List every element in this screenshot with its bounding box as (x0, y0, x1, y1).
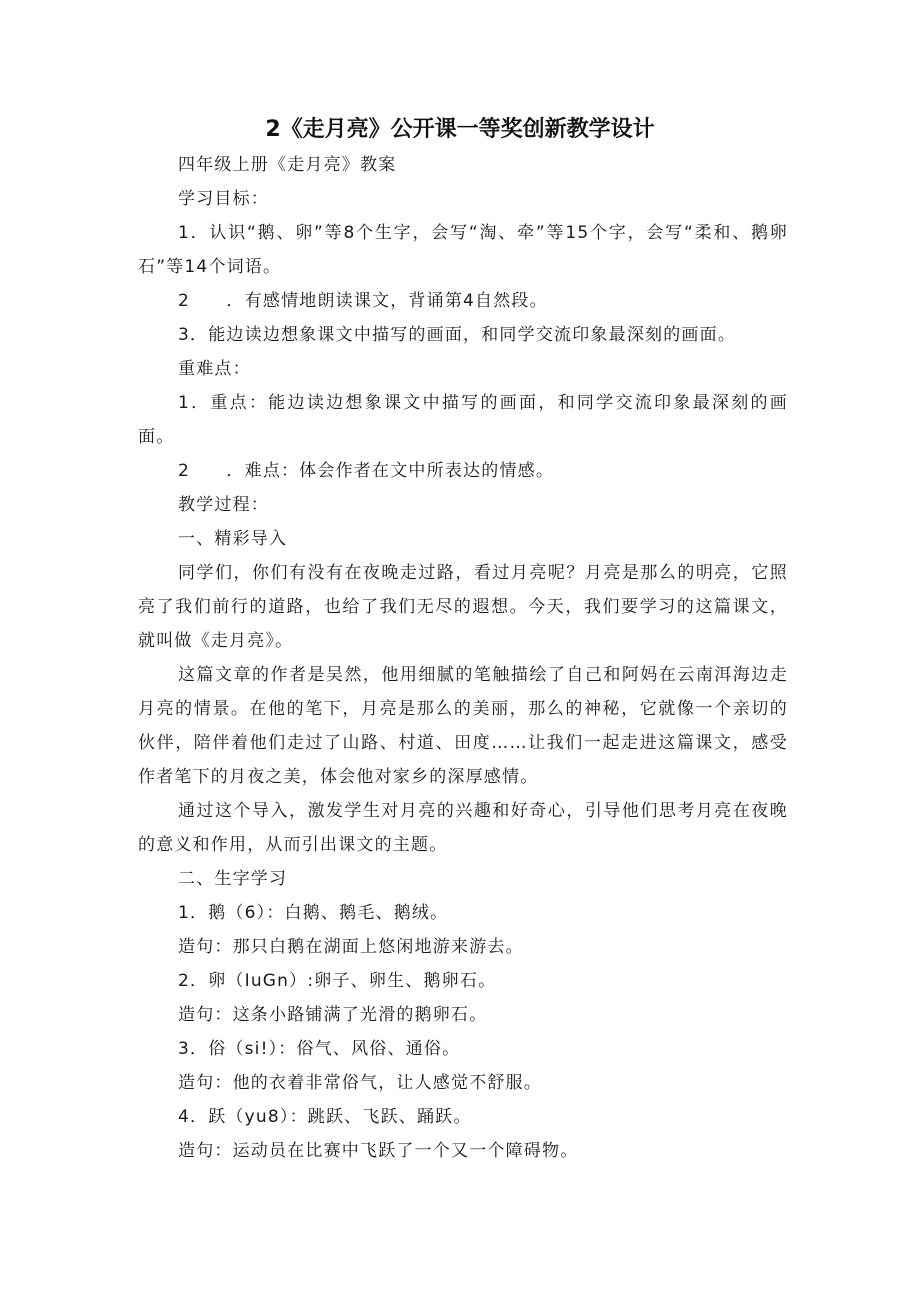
paragraph-process-label: 教学过程： (178, 495, 269, 515)
document-title: 2《走月亮》公开课一等奖创新教学设计 (265, 117, 655, 142)
document-body (138, 148, 788, 1168)
paragraph-section-intro-heading: 一、精彩导入 (178, 529, 288, 549)
paragraph-goal-3: 3．能边读边想象课文中描写的画面，和同学交流印象最深刻的画面。 (178, 325, 737, 345)
paragraph-key-points-label: 重难点： (178, 359, 251, 379)
paragraph-char-2: 2．卵（IuGn）:卵子、卵生、鹅卵石。 (178, 971, 497, 991)
paragraph-section-characters-heading: 二、生字学习 (178, 869, 288, 889)
paragraph-sentence-2: 造句：这条小路铺满了光滑的鹅卵石。 (178, 1005, 488, 1025)
paragraph-sentence-4: 造句：运动员在比赛中飞跃了一个又一个障碍物。 (178, 1141, 579, 1161)
paragraph-goal-2: 2 ．有感情地朗读课文，背诵第4自然段。 (178, 291, 548, 311)
paragraph-char-1: 1．鹅（6）：白鹅、鹅毛、鹅绒。 (178, 903, 449, 923)
paragraph-intro-1: 同学们，你们有没有在夜晚走过路，看过月亮呢？月亮是那么的明亮，它照亮了我们前行的道路，也给了我们无尽的遐想。今天，我们要学习的这篇课文，就叫做《走月亮》。 (138, 563, 788, 651)
paragraph-sentence-3: 造句：他的衣着非常俗气，让人感觉不舒服。 (178, 1073, 542, 1093)
paragraph-intro-3: 通过这个导入，激发学生对月亮的兴趣和好奇心，引导他们思考月亮在夜晚的意义和作用，从而引出课文的主题。 (138, 801, 788, 855)
paragraph-key-point-2: 2 ．难点：体会作者在文中所表达的情感。 (178, 461, 555, 481)
paragraph-sentence-1: 造句：那只白鹅在湖面上悠闲地游来游去。 (178, 937, 524, 957)
paragraph-intro-2: 这篇文章的作者是吴然，他用细腻的笔触描绘了自己和阿妈在云南洱海边走月亮的情景。在他的笔下，月亮是那么的美丽，那么的神秘，它就像一个亲切的伙伴，陪伴着他们走过了山路、村道、田度……让我们一起走进这篇课文，感受作者笔下的月夜之美，体会他对家乡的深厚感情。 (138, 665, 788, 787)
paragraph-learning-goals-label: 学习目标： (178, 189, 269, 209)
paragraph-goal-1: 1．认识“鹅、卵”等8个生字，会写“淘、牵”等15个字，会写“柔和、鹅卵石”等14个词语。 (138, 223, 788, 277)
paragraph-char-4: 4．跃（yu8）：跳跃、飞跃、踊跃。 (178, 1107, 472, 1127)
paragraph-grade-heading: 四年级上册《走月亮》教案 (178, 155, 397, 175)
paragraph-char-3: 3．俗（si!）：俗气、风俗、通俗。 (178, 1039, 461, 1059)
paragraph-key-point-1: 1．重点：能边读边想象课文中描写的画面，和同学交流印象最深刻的画面。 (138, 393, 788, 447)
